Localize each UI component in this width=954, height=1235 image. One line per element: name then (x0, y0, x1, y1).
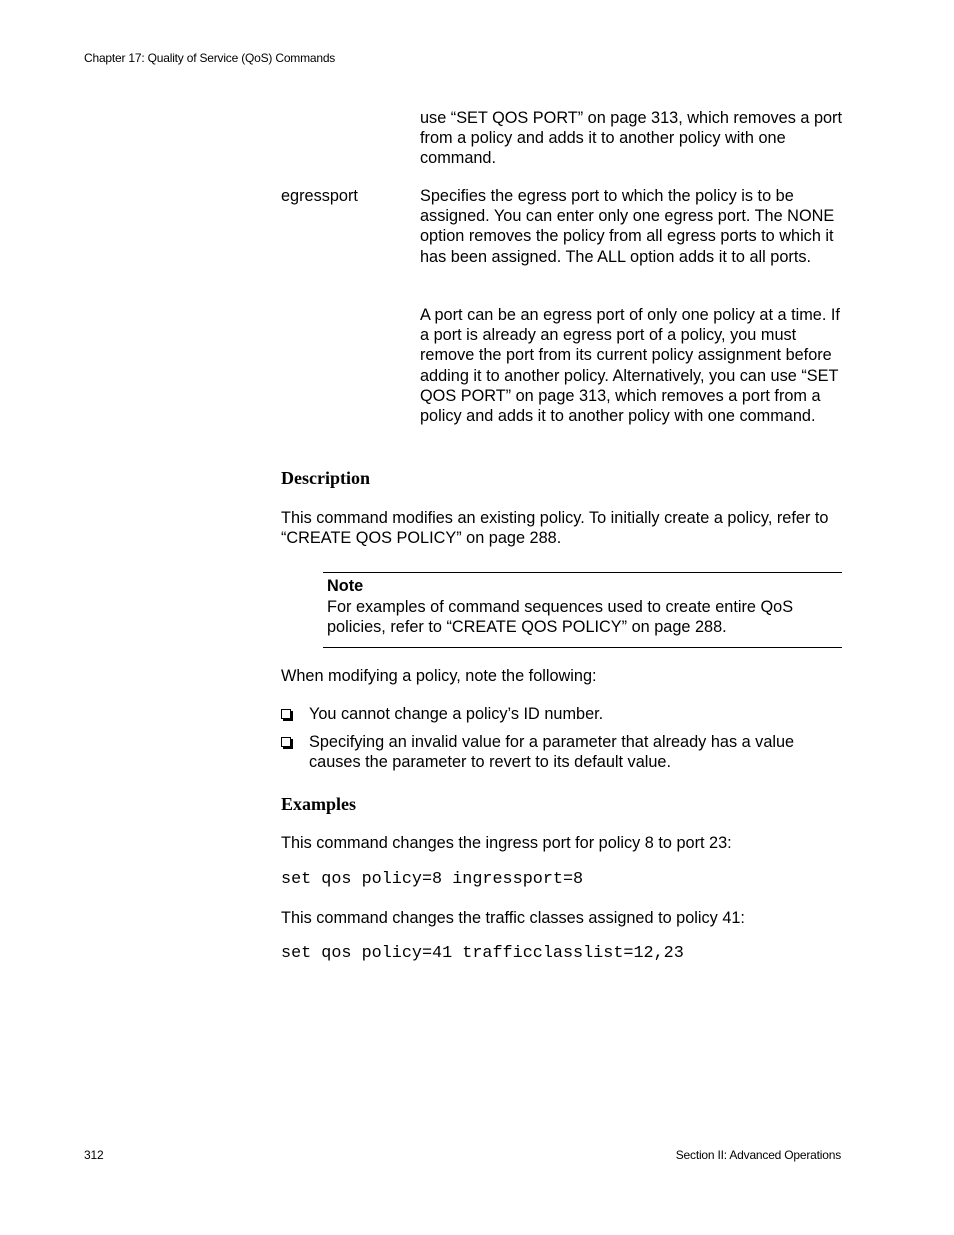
modify-intro: When modifying a policy, note the following: (281, 667, 597, 685)
checkbox-bullet-icon (281, 737, 291, 747)
list-item-text: You cannot change a policy’s ID number. (309, 705, 604, 723)
running-header: Chapter 17: Quality of Service (QoS) Commands (84, 51, 336, 65)
examples-heading: Examples (281, 794, 357, 814)
example-1-code: set qos policy=8 ingressport=8 (281, 870, 584, 889)
list-item-text: Specifying an invalid value for a parameter that already has a value causes the parameter to revert to its default value. (309, 733, 795, 772)
example-2-code: set qos policy=41 trafficclasslist=12,23 (281, 944, 684, 963)
param-name-egressport: egressport (281, 187, 358, 205)
checkbox-bullet-icon (281, 709, 291, 719)
note-box (323, 572, 842, 648)
example-1-text: This command changes the ingress port for policy 8 to port 23: (281, 834, 732, 852)
note-title: Note (327, 577, 364, 595)
example-2-text: This command changes the traffic classes assigned to policy 41: (281, 909, 745, 927)
page-number: 312 (84, 1148, 104, 1162)
param-description-egressport: Specifies the egress port to which the policy is to be assigned. You can enter only one egress port. The NONE option removes the policy from all egress ports to which it has been assigned. The ALL option adds it to all ports. (420, 187, 835, 266)
description-heading: Description (281, 468, 370, 488)
description-text: This command modifies an existing policy. To initially create a policy, refer to “CREATE QOS POLICY” on page 288. (281, 509, 829, 548)
param-description-egressport-note: A port can be an egress port of only one policy at a time. If a port is already an egress port of a policy, you must remove the port from its current policy assignment before adding it to another policy. Alternatively, you can use “SET QOS PORT” on page 313, which removes a port from a policy and adds it to another policy with one command. (420, 306, 840, 426)
note-text: For examples of command sequences used to create entire QoS policies, refer to “CREATE QOS POLICY” on page 288. (327, 598, 794, 637)
param-continued-description: use “SET QOS PORT” on page 313, which removes a port from a policy and adds it to another policy with one command. (420, 109, 843, 168)
footer-section: Section II: Advanced Operations (675, 1148, 841, 1162)
